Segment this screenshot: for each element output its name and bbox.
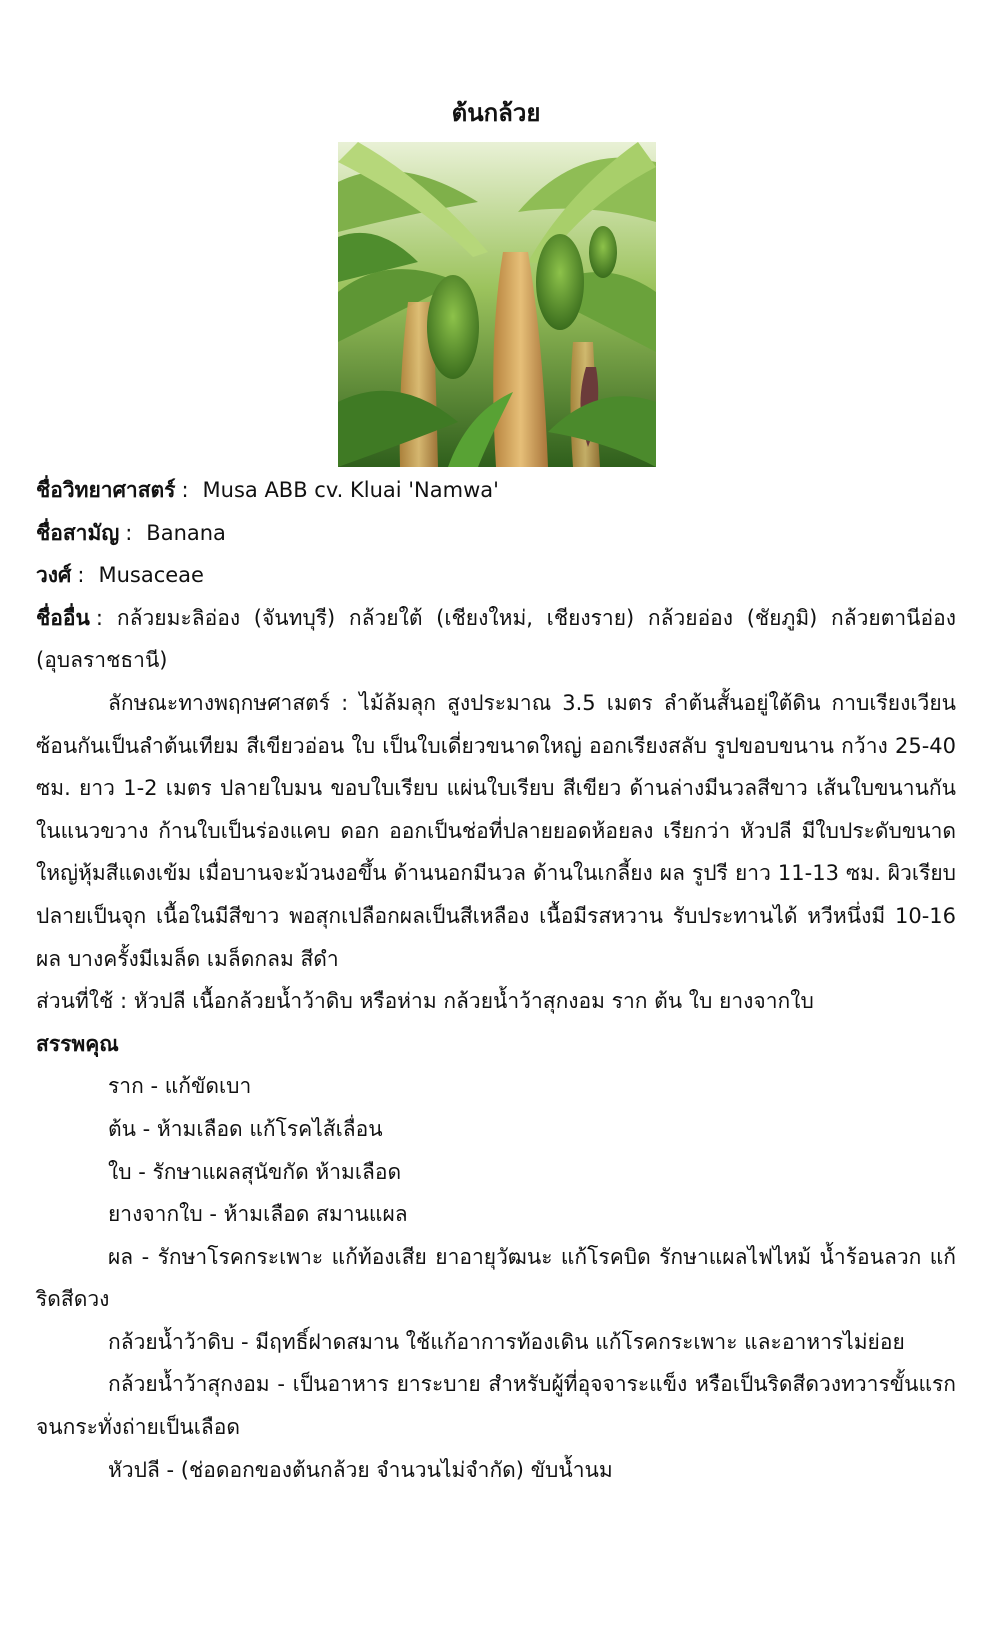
scientific-name-value: Musa ABB cv. Kluai 'Namwa' [202, 478, 499, 502]
property-item: ราก - แก้ขัดเบา [108, 1074, 252, 1099]
property-item: ใบ - รักษาแผลสุนัขกัด ห้ามเลือด [108, 1159, 402, 1184]
family-row: วงศ์ : Musaceae [36, 563, 204, 588]
other-names-value: กล้วยมะลิอ่อง (จันทบุรี) กล้วยใต้ (เชียงใหม่, เชียงราย) กล้วยอ่อง (ชัยภูมิ) กล้วยตานีอ่อง (อุบลราชธานี) [36, 605, 956, 673]
property-item: กล้วยน้ำว้าสุกงอม - เป็นอาหาร ยาระบาย สำหรับผู้ที่อุจจาระแข็ง หรือเป็นริดสีดวงทวารขั้นแรก จนกระทั่งถ่ายเป็นเลือด [36, 1372, 956, 1440]
document-page [36, 96, 956, 1491]
family-value: Musaceae [98, 563, 204, 588]
scientific-name-row: ชื่อวิทยาศาสตร์ : Musa ABB cv. Kluai 'Namwa' [36, 478, 499, 502]
other-names-row: ชื่ออื่น : กล้วยมะลิอ่อง (จันทบุรี) กล้วยใต้ (เชียงใหม่, เชียงราย) กล้วยอ่อง (ชัยภูมิ) กล้วยตานีอ่อง (อุบลราชธานี) [36, 605, 956, 673]
property-item: ยางจากใบ - ห้ามเลือด สมานแผล [108, 1202, 408, 1227]
scientific-name-label: ชื่อวิทยาศาสตร์ [36, 478, 176, 502]
property-item: กล้วยน้ำว้าดิบ - มีฤทธิ์ฝาดสมาน ใช้แก้อาการท้องเดิน แก้โรคกระเพาะ และอาหารไม่ย่อย [108, 1329, 905, 1354]
banana-tree-photo [338, 142, 656, 467]
botany-paragraph: ลักษณะทางพฤกษศาสตร์ : ไม้ล้มลุก สูงประมาณ 3.5 เมตร ลำต้นสั้นอยู่ใต้ดิน กาบเรียงเวียนซ้อนกันเป็นลำต้นเทียม สีเขียวอ่อน ใบ เป็นใบเดี่ยวขนาดใหญ่ ออกเรียงสลับ รูปขอบขนาน กว้าง 25-40 ซม. ยาว 1-2 เมตร ปลายใบมน ขอบใบเรียบ แผ่นใบเรียบ สีเขียว ด้านล่างมีนวลสีขาว เส้นใบขนานกันในแนวขวาง ก้านใบเป็นร่องแคบ ดอก ออกเป็นช่อที่ปลายยอดห้อยลง เรียกว่า หัวปลี มีใบประดับขนาดใหญ่หุ้มสีแดงเข้ม เมื่อบานจะม้วนงอขึ้น ด้านนอกมีนวล ด้านในเกลี้ยง ผล รูปรี ยาว 11-13 ซม. ผิวเรียบ ปลายเป็นจุก เนื้อในมีสีขาว พอสุกเปลือกผลเป็นสีเหลือง เนื้อมีรสหวาน รับประทานได้ หวีหนึ่งมี 10-16 ผล บางครั้งมีเมล็ด เมล็ดกลม สีดำ [36, 690, 956, 971]
parts-used-paragraph: ส่วนที่ใช้ : หัวปลี เนื้อกล้วยน้ำว้าดิบ หรือห่าม กล้วยน้ำว้าสุกงอม ราก ต้น ใบ ยางจากใบ [36, 989, 814, 1014]
common-name-value: Banana [146, 520, 226, 545]
page-title: ต้นกล้วย [451, 99, 541, 127]
common-name-row: ชื่อสามัญ : Banana [36, 520, 226, 545]
property-item: ผล - รักษาโรคกระเพาะ แก้ท้องเสีย ยาอายุวัฒนะ แก้โรคบิด รักษาแผลไฟไหม้ น้ำร้อนลวก แก้ริดสีดวง [36, 1244, 956, 1312]
property-item: ต้น - ห้ามเลือด แก้โรคไส้เลื่อน [108, 1116, 383, 1141]
other-names-label: ชื่ออื่น [36, 605, 90, 630]
family-label: วงศ์ [36, 563, 72, 588]
property-item: หัวปลี - (ช่อดอกของต้นกล้วย จำนวนไม่จำกัด) ขับน้ำนม [108, 1457, 613, 1482]
properties-heading: สรรพคุณ [36, 1031, 119, 1056]
common-name-label: ชื่อสามัญ [36, 520, 120, 545]
